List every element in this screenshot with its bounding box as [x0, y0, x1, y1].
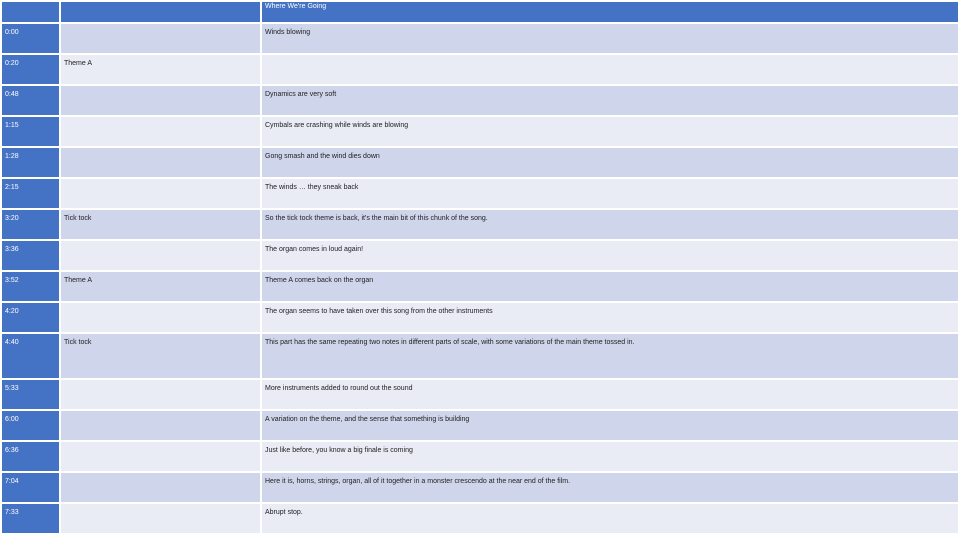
table-row — [2, 179, 958, 208]
time-cell: 0:20 — [2, 55, 59, 84]
table-row — [2, 504, 958, 533]
description-cell: The organ seems to have taken over this song from the other instruments — [262, 303, 958, 332]
time-cell: 1:28 — [2, 148, 59, 177]
theme-cell — [61, 380, 260, 409]
time-cell: 6:36 — [2, 442, 59, 471]
table-row — [2, 272, 958, 301]
time-cell: 3:20 — [2, 210, 59, 239]
theme-cell — [61, 473, 260, 502]
description-cell: Abrupt stop. — [262, 504, 958, 533]
description-cell: This part has the same repeating two notes in different parts of scale, with some variations of the main theme tossed in. — [262, 334, 958, 378]
time-cell: 4:40 — [2, 334, 59, 378]
theme-cell — [61, 117, 260, 146]
table-row — [2, 411, 958, 440]
description-cell: So the tick tock theme is back, it's the main bit of this chunk of the song. — [262, 210, 958, 239]
theme-cell — [61, 442, 260, 471]
description-cell: Theme A comes back on the organ — [262, 272, 958, 301]
description-cell: The organ comes in loud again! — [262, 241, 958, 270]
table-row — [2, 86, 958, 115]
time-cell: 3:52 — [2, 272, 59, 301]
time-cell: 0:48 — [2, 86, 59, 115]
time-cell: 1:15 — [2, 117, 59, 146]
table-row — [2, 148, 958, 177]
header-theme — [61, 2, 260, 22]
time-cell: 2:15 — [2, 179, 59, 208]
theme-cell: Theme A — [61, 272, 260, 301]
theme-cell — [61, 411, 260, 440]
theme-cell — [61, 179, 260, 208]
description-cell: Winds blowing — [262, 24, 958, 53]
theme-cell — [61, 148, 260, 177]
table-row — [2, 380, 958, 409]
description-cell: More instruments added to round out the sound — [262, 380, 958, 409]
table-row — [2, 241, 958, 270]
time-cell: 4:20 — [2, 303, 59, 332]
time-cell: 7:04 — [2, 473, 59, 502]
theme-cell — [61, 86, 260, 115]
description-cell: Dynamics are very soft — [262, 86, 958, 115]
header-time — [2, 2, 59, 22]
theme-cell: Tick tock — [61, 334, 260, 378]
table-row — [2, 55, 958, 84]
description-cell: Just like before, you know a big finale is coming — [262, 442, 958, 471]
time-cell: 0:00 — [2, 24, 59, 53]
table-row — [2, 442, 958, 471]
time-cell: 7:33 — [2, 504, 59, 533]
description-cell — [262, 55, 958, 84]
theme-cell — [61, 303, 260, 332]
description-cell: The winds … they sneak back — [262, 179, 958, 208]
time-cell: 3:36 — [2, 241, 59, 270]
header-row — [2, 2, 958, 22]
theme-cell — [61, 24, 260, 53]
header-description: Where We're Going — [262, 2, 958, 22]
table-row — [2, 24, 958, 53]
description-cell: Cymbals are crashing while winds are blowing — [262, 117, 958, 146]
table-row — [2, 210, 958, 239]
table-row — [2, 117, 958, 146]
theme-cell — [61, 241, 260, 270]
description-cell: A variation on the theme, and the sense that something is building — [262, 411, 958, 440]
time-cell: 6:00 — [2, 411, 59, 440]
theme-cell — [61, 504, 260, 533]
time-cell: 5:33 — [2, 380, 59, 409]
theme-cell: Theme A — [61, 55, 260, 84]
table-row — [2, 303, 958, 332]
table-row — [2, 473, 958, 502]
description-cell: Gong smash and the wind dies down — [262, 148, 958, 177]
table-row — [2, 334, 958, 378]
description-cell: Here it is, horns, strings, organ, all of it together in a monster crescendo at the near end of the film. — [262, 473, 958, 502]
theme-cell: Tick tock — [61, 210, 260, 239]
